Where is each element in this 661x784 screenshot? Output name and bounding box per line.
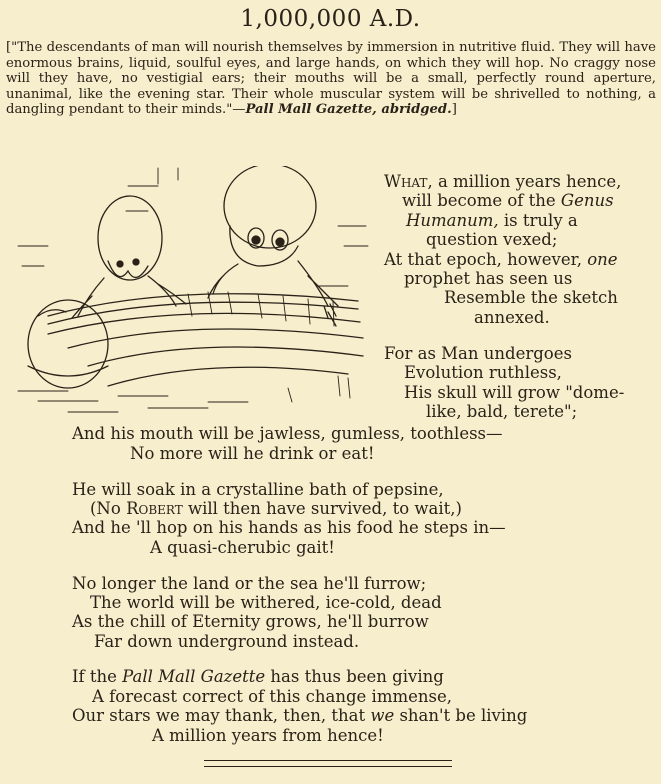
- article-title: 1,000,000 A.D.: [240, 6, 421, 32]
- being-bottom: [28, 300, 108, 388]
- stanza-1-line-8: annexed.: [474, 308, 550, 327]
- stanza-2-line-2: Evolution ruthless,: [404, 363, 562, 382]
- stanza-5-line-2: A forecast correct of this change immense,: [92, 687, 452, 706]
- stanza-3-line-4: A quasi-cherubic gait!: [150, 538, 335, 557]
- stanza-5-line-3: Our stars we may thank, then, that we shan't be living: [72, 706, 528, 725]
- stanza-4-line-3: As the chill of Eternity grows, he'll burrow: [72, 612, 429, 631]
- stanza-2-line-4: like, bald, terete";: [426, 402, 578, 421]
- intro-source: Pall Mall Gazette, abridged.: [245, 102, 452, 118]
- stanza-2-line-6: No more will he drink or eat!: [130, 444, 375, 463]
- stanza-1-line-4: question vexed;: [426, 230, 558, 249]
- wall-hatching: [18, 168, 368, 286]
- stanza-4-line-2: The world will be withered, ice-cold, dead: [90, 593, 442, 612]
- stanza-1-line-5: At that epoch, however, one: [384, 250, 618, 269]
- stanza-3-line-1: He will soak in a crystalline bath of pepsine,: [72, 480, 444, 499]
- intro-close: ]: [451, 102, 457, 118]
- intro-text: ["The descendants of man will nourish themselves by immersion in nutritive fluid. They will have enormous brains, liquid, soulful eyes, and large hands, on which they will hop. No craggy nose will they have, no vestigial ears; their mouths will be a small, perfectly round aperture, unanimal, like the evening star. Their whole muscular system will be shrivelled to nothing, a dangling pendant to their minds."—: [6, 40, 656, 118]
- bath-rim: [48, 294, 363, 386]
- end-rule-top: [204, 760, 452, 761]
- stanza-3-line-2: (No Robert will then have survived, to wait,): [90, 499, 462, 518]
- stanza-1-line-2: will become of the Genus: [402, 191, 614, 210]
- stanza-1-line-3: Humanum, is truly a: [406, 211, 578, 230]
- stanza-5-line-1: If the Pall Mall Gazette has thus been giving: [72, 667, 444, 686]
- stanza-4-line-1: No longer the land or the sea he'll furrow;: [72, 574, 427, 593]
- stanza-1-line-1: What, a million years hence,: [384, 172, 622, 191]
- stanza-5-line-4: A million years from hence!: [152, 726, 384, 745]
- water-ripples: [18, 376, 350, 412]
- stanza-2-line-3: His skull will grow "dome-: [404, 383, 625, 402]
- end-rule-bottom: [204, 766, 452, 767]
- stanza-4-line-4: Far down underground instead.: [94, 632, 360, 651]
- intro-paragraph: [6, 40, 656, 118]
- stanza-2-line-5: And his mouth will be jawless, gumless, toothless—: [72, 424, 503, 443]
- illustration: [8, 166, 376, 418]
- stanza-3-line-3: And he 'll hop on his hands as his food he steps in—: [72, 518, 506, 537]
- stanza-2-line-1: For as Man undergoes: [384, 344, 572, 363]
- stanza-1-line-7: Resemble the sketch: [444, 288, 618, 307]
- stanza-1-line-6: prophet has seen us: [404, 269, 573, 288]
